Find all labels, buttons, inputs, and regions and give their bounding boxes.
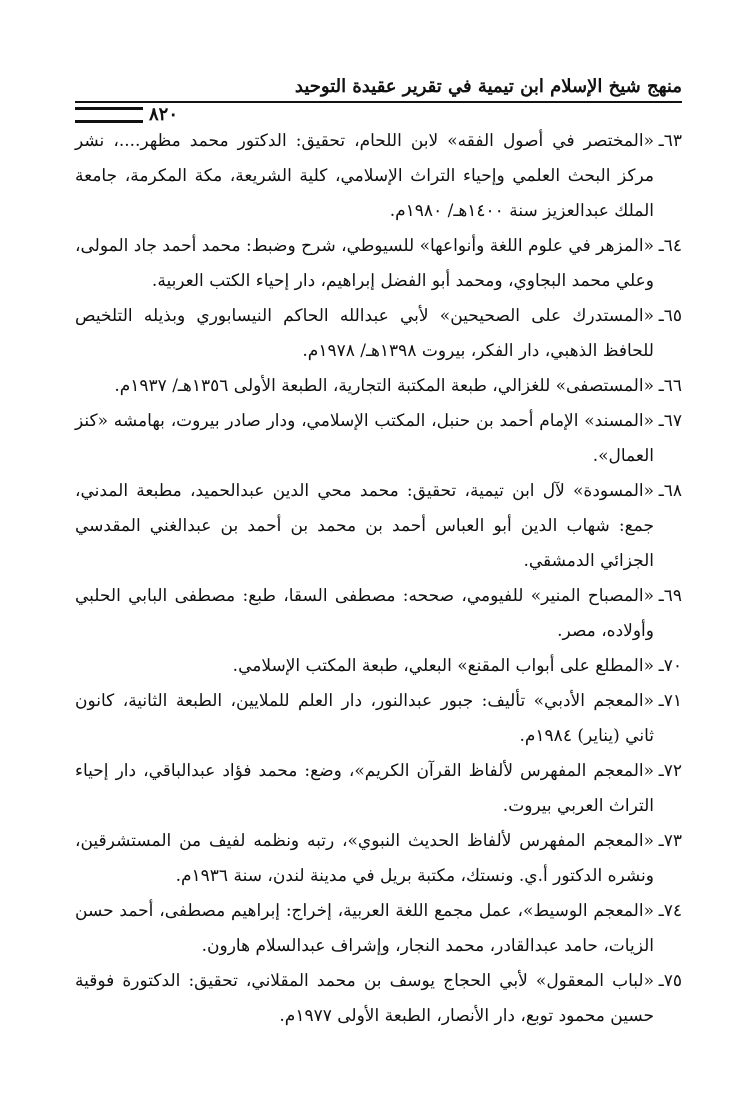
running-header [75,70,682,130]
entry-text: «المطلع على أبواب المقنع» البعلي، طبعة المكتب الإسلامي. [232,656,654,676]
bibliography-entry [75,894,682,964]
entry-text: «لباب المعقول» لأبي الحجاج يوسف بن محمد المقلاني، تحقيق: الدكتورة فوقية حسين محمود توبع، دار الأنصار، الطبعة الأولى ١٩٧٧م. [75,971,654,1026]
entry-number: ٦٧ـ [658,411,682,431]
entry-number: ٧٥ـ [658,971,682,991]
header-rule [75,101,682,103]
entry-number: ٦٥ـ [658,306,682,326]
entry-number: ٧٤ـ [658,901,682,921]
entry-text: «المعجم المفهرس لألفاظ القرآن الكريم»، وضع: محمد فؤاد عبدالباقي، دار إحياء التراث العربي بيروت. [75,761,654,816]
bibliography-entry [75,754,682,824]
bibliography-entry [75,124,682,229]
entry-number: ٦٩ـ [658,586,682,606]
entry-text: «المسودة» لآل ابن تيمية، تحقيق: محمد محي الدين عبدالحميد، مطبعة المدني، جمع: شهاب الدين أبو العباس أحمد بن محمد بن أحمد بن عبدالغني المقدسي الجزائي الدمشقي. [75,481,654,571]
entry-text: «المعجم المفهرس لألفاظ الحديث النبوي»، رتبه ونظمه لفيف من المستشرقين، ونشره الدكتور أ.ي. ونستك، مكتبة بريل في مدينة لندن، سنة ١٩٣٦م. [75,831,654,886]
bibliography-entry [75,474,682,579]
bibliography-entry [75,579,682,649]
entry-number: ٦٣ـ [658,131,682,151]
page-number-ornament [75,107,143,123]
bibliography-entry [75,369,682,404]
bibliography-entry [75,824,682,894]
page-number: ٨٢٠ [149,104,179,125]
entry-number: ٦٤ـ [658,236,682,256]
bibliography-entry [75,684,682,754]
entry-text: «المستصفى» للغزالي، طبعة المكتبة التجارية، الطبعة الأولى ١٣٥٦هـ/ ١٩٣٧م. [114,376,654,396]
bibliography-entry [75,404,682,474]
header-title: منهج شيخ الإسلام ابن تيمية في تقرير عقيدة التوحيد [294,76,682,97]
entry-text: «المعجم الأدبي» تأليف: جبور عبدالنور، دار العلم للملايين، الطبعة الثانية، كانون ثاني (يناير) ١٩٨٤م. [75,691,654,746]
entry-text: «المسند» الإمام أحمد بن حنبل، المكتب الإسلامي، ودار صادر بيروت، بهامشه «كنز العمال». [75,411,654,466]
entry-number: ٧٣ـ [658,831,682,851]
entry-number: ٧٢ـ [658,761,682,781]
bibliography-entry [75,229,682,299]
entry-text: «المستدرك على الصحيحين» لأبي عبدالله الحاكم النيسابوري وبذيله التلخيص للحافظ الذهبي، دار الفكر، بيروت ١٣٩٨هـ/ ١٩٧٨م. [75,306,654,361]
bibliography-entry [75,299,682,369]
page-number-block [75,104,178,125]
entry-number: ٧٠ـ [658,656,682,676]
entry-number: ٧١ـ [658,691,682,711]
entry-text: «المزهر في علوم اللغة وأنواعها» للسيوطي، شرح وضبط: محمد أحمد جاد المولى، وعلي محمد البجاوي، ومحمد أبو الفضل إبراهيم، دار إحياء الكتب العربية. [75,236,654,291]
entry-text: «المصباح المنير» للفيومي، صححه: مصطفى السقا، طبع: مصطفى البابي الحلبي وأولاده، مصر. [75,586,654,641]
bibliography-entry [75,649,682,684]
bibliography-list [75,124,682,1034]
entry-number: ٦٦ـ [658,376,682,396]
bibliography-entry [75,964,682,1034]
entry-number: ٦٨ـ [658,481,682,501]
entry-text: «المختصر في أصول الفقه» لابن اللحام، تحقيق: الدكتور محمد مظهر....، نشر مركز البحث العلمي وإحياء التراث الإسلامي، كلية الشريعة، مكة المكرمة، جامعة الملك عبدالعزيز سنة ١٤٠٠هـ/ ١٩٨٠م. [75,131,654,221]
entry-text: «المعجم الوسيط»، عمل مجمع اللغة العربية، إخراج: إبراهيم مصطفى، أحمد حسن الزيات، حامد عبدالقادر، محمد النجار، وإشراف عبدالسلام هارون. [75,901,654,956]
